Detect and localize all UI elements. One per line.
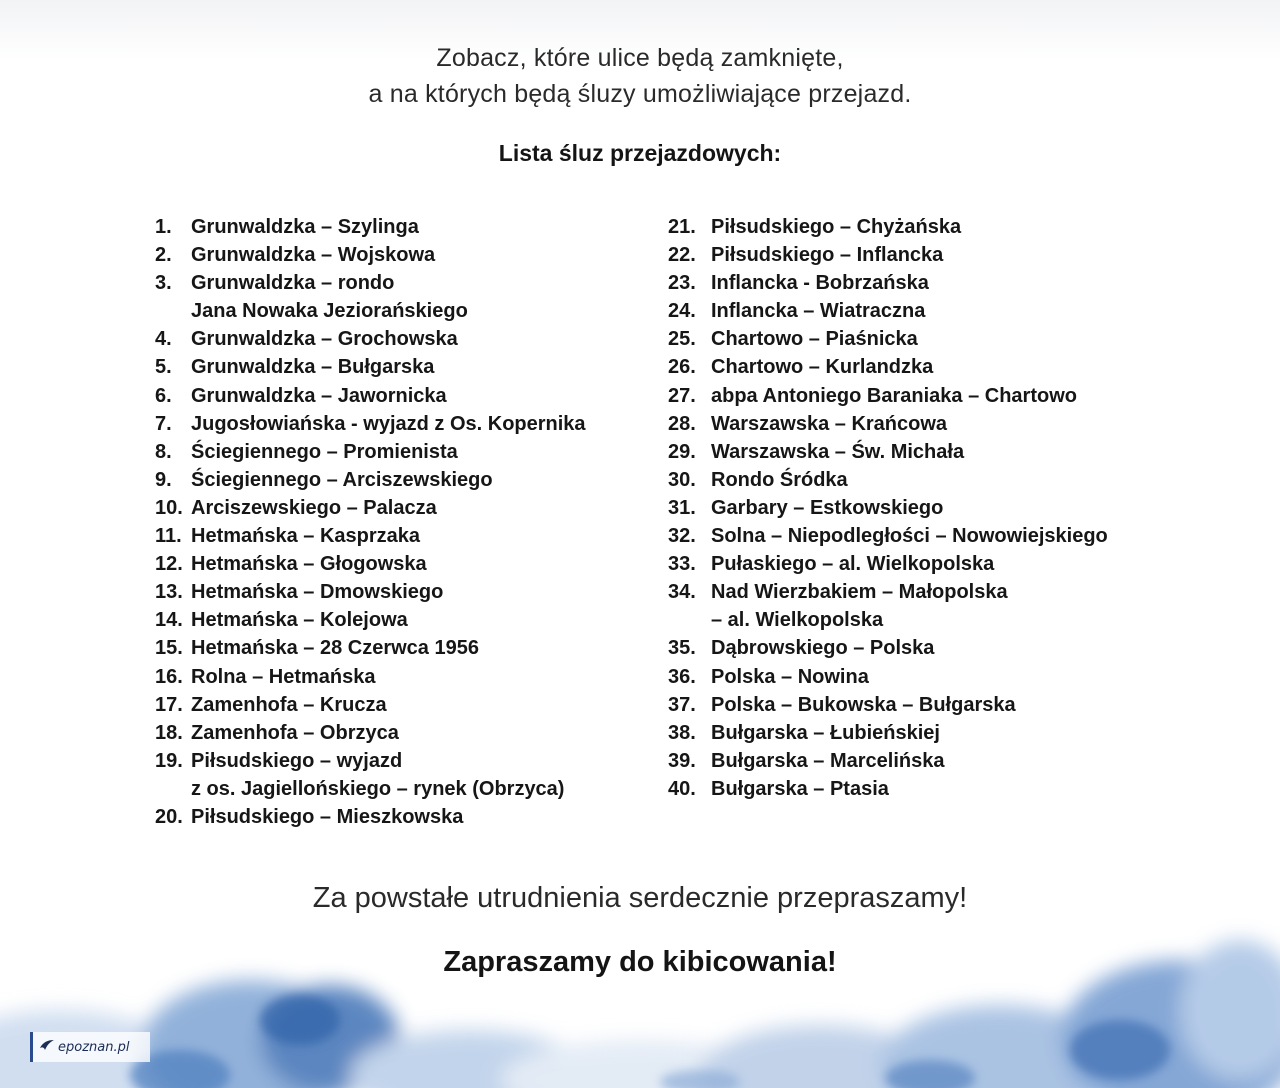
item-number: 27. [668, 384, 696, 407]
item-text [711, 438, 964, 466]
list-item [155, 438, 655, 466]
item-number: 22. [668, 244, 696, 267]
item-text [191, 494, 437, 522]
item-text [191, 325, 458, 353]
list-item [668, 494, 1228, 522]
item-number: 13. [155, 581, 183, 604]
intro-line-2: a na których będą śluzy umożliwiające przejazd. [368, 80, 912, 108]
item-number: 3. [155, 272, 172, 295]
list-item [155, 269, 655, 325]
item-line: Bułgarska – Ptasia [711, 777, 889, 800]
item-text [191, 606, 408, 634]
list-item [155, 522, 655, 550]
item-line: Inflancka – Wiatraczna [711, 300, 926, 323]
item-text [191, 803, 463, 831]
item-number: 17. [155, 693, 183, 716]
item-number: 20. [155, 805, 183, 828]
item-text [711, 382, 1077, 410]
item-line: Hetmańska – Głogowska [191, 553, 427, 576]
item-line: – al. Wielkopolska [711, 609, 884, 632]
item-number: 5. [155, 356, 172, 379]
item-number: 6. [155, 384, 172, 407]
item-text [711, 325, 918, 353]
list-item [668, 410, 1228, 438]
intro-text [0, 40, 1280, 112]
item-number: 23. [668, 272, 696, 295]
list-item [668, 466, 1228, 494]
item-text [191, 719, 399, 747]
item-text [711, 494, 943, 522]
item-text [711, 353, 933, 381]
list-item [668, 550, 1228, 578]
item-text [191, 691, 387, 719]
item-line: Zamenhofa – Krucza [191, 693, 387, 716]
item-line: Warszawska – Św. Michała [711, 440, 965, 463]
item-line: Polska – Nowina [711, 665, 869, 688]
item-text [191, 578, 443, 606]
watermark-logo [30, 1032, 150, 1062]
list-item [668, 241, 1228, 269]
item-number: 25. [668, 328, 696, 351]
item-text [191, 353, 434, 381]
list-title: Lista śluz przejazdowych: [498, 140, 782, 166]
item-number: 33. [668, 553, 696, 576]
item-number: 30. [668, 468, 696, 491]
list-item [668, 578, 1228, 634]
item-text [711, 747, 944, 775]
intro-line-1: Zobacz, które ulice będą zamknięte, [436, 44, 844, 72]
item-line: Piłsudskiego – Chyżańska [711, 216, 962, 238]
epoznan-bird-icon [39, 1038, 55, 1057]
right-column-list [668, 213, 1228, 803]
item-text [711, 775, 889, 803]
item-number: 11. [155, 525, 182, 548]
item-line: Bułgarska – Marcelińska [711, 749, 945, 772]
list-item [668, 663, 1228, 691]
list-item [155, 803, 655, 831]
list-item [155, 634, 655, 662]
item-number: 26. [668, 356, 696, 379]
item-line: Hetmańska – Dmowskiego [191, 581, 444, 604]
item-text [711, 466, 848, 494]
list-item [155, 325, 655, 353]
list-item [155, 747, 655, 803]
list-item [668, 438, 1228, 466]
item-text [711, 550, 994, 578]
list-item [155, 410, 655, 438]
list-item [668, 634, 1228, 662]
list-item [668, 325, 1228, 353]
item-text [711, 719, 940, 747]
list-item [155, 719, 655, 747]
item-line: Warszawska – Krańcowa [711, 412, 948, 435]
list-item [668, 382, 1228, 410]
item-text [191, 410, 586, 438]
list-item [155, 691, 655, 719]
item-number: 9. [155, 468, 172, 491]
item-number: 35. [668, 637, 696, 660]
item-number: 12. [155, 553, 183, 576]
item-number: 2. [155, 244, 172, 267]
item-number: 8. [155, 440, 172, 463]
item-text [191, 382, 447, 410]
list-item [668, 269, 1228, 297]
list-item [155, 494, 655, 522]
item-line: Rondo Śródka [711, 468, 848, 491]
item-text [711, 269, 929, 297]
item-number: 28. [668, 412, 696, 435]
item-line: z os. Jagiellońskiego – rynek (Obrzyca) [191, 777, 565, 800]
item-number: 36. [668, 665, 696, 688]
item-text [191, 241, 435, 269]
list-item [155, 382, 655, 410]
item-number: 7. [155, 412, 172, 435]
left-column-list [155, 213, 655, 831]
item-line: Piłsudskiego – wyjazd [191, 749, 403, 772]
item-number: 39. [668, 749, 696, 772]
item-text [191, 522, 420, 550]
list-item [668, 719, 1228, 747]
item-line: Chartowo – Kurlandzka [711, 356, 934, 379]
item-number: 14. [155, 609, 183, 632]
item-number: 15. [155, 637, 183, 660]
item-number: 19. [155, 749, 183, 772]
item-text [191, 269, 468, 325]
item-line: Zamenhofa – Obrzyca [191, 721, 399, 744]
item-line: abpa Antoniego Baraniaka – Chartowo [711, 384, 1077, 407]
item-number: 21. [668, 216, 696, 238]
item-line: Garbary – Estkowskiego [711, 496, 944, 519]
item-line: Grunwaldzka – Jawornicka [191, 384, 447, 407]
item-number: 38. [668, 721, 696, 744]
cloud-decoration [0, 900, 1280, 1088]
item-number: 10. [155, 496, 183, 519]
item-line: Piłsudskiego – Inflancka [711, 244, 944, 267]
item-text [711, 663, 869, 691]
item-line: Chartowo – Piaśnicka [711, 328, 918, 351]
list-item [155, 550, 655, 578]
item-text [191, 213, 419, 241]
item-text [191, 747, 564, 803]
list-item [155, 578, 655, 606]
item-number: 1. [155, 216, 172, 238]
item-line: Grunwaldzka – Szylinga [191, 216, 419, 238]
invite-text: Zapraszamy do kibicowania! [443, 946, 837, 978]
item-number: 4. [155, 328, 172, 351]
item-text [711, 578, 1008, 634]
item-line: Solna – Niepodległości – Nowowiejskiego [711, 525, 1108, 548]
clouds-graphic [0, 900, 1280, 1088]
list-item [155, 466, 655, 494]
item-number: 16. [155, 665, 183, 688]
item-text [711, 410, 947, 438]
item-number: 24. [668, 300, 696, 323]
item-line: Grunwaldzka – Bułgarska [191, 356, 435, 379]
item-line: Jana Nowaka Jeziorańskiego [191, 300, 468, 323]
item-line: Ściegiennego – Arciszewskiego [191, 468, 493, 491]
item-line: Polska – Bukowska – Bułgarska [711, 693, 1016, 716]
item-number: 34. [668, 581, 696, 604]
item-text [711, 634, 934, 662]
item-line: Hetmańska – 28 Czerwca 1956 [191, 637, 479, 660]
item-line: Inflancka - Bobrzańska [711, 272, 929, 295]
item-text [711, 241, 943, 269]
item-text [191, 663, 376, 691]
item-number: 40. [668, 777, 696, 800]
item-line: Hetmańska – Kolejowa [191, 609, 408, 632]
list-item [668, 297, 1228, 325]
item-line: Piłsudskiego – Mieszkowska [191, 805, 464, 828]
watermark-text: epoznan.pl [58, 1039, 130, 1055]
item-line: Grunwaldzka – rondo [191, 272, 395, 295]
item-line: Bułgarska – Łubieńskiej [711, 721, 940, 744]
list-item [668, 691, 1228, 719]
item-number: 32. [668, 525, 696, 548]
item-text [191, 438, 458, 466]
item-number: 31. [668, 496, 696, 519]
apology-text: Za powstałe utrudnienia serdecznie przepraszamy! [312, 882, 968, 914]
item-text [711, 691, 1016, 719]
item-text [191, 466, 493, 494]
item-text [711, 297, 925, 325]
list-item [155, 353, 655, 381]
item-line: Grunwaldzka – Wojskowa [191, 244, 436, 267]
item-text [191, 634, 479, 662]
item-line: Arciszewskiego – Palacza [191, 496, 437, 519]
item-line: Jugosłowiańska - wyjazd z Os. Kopernika [191, 412, 586, 435]
list-item [668, 775, 1228, 803]
item-line: Grunwaldzka – Grochowska [191, 328, 458, 351]
item-line: Ściegiennego – Promienista [191, 440, 458, 463]
list-item [668, 353, 1228, 381]
list-item [155, 606, 655, 634]
item-text [711, 522, 1108, 550]
item-number: 18. [155, 721, 183, 744]
item-line: Hetmańska – Kasprzaka [191, 525, 421, 548]
item-line: Dąbrowskiego – Polska [711, 637, 935, 660]
list-item [155, 663, 655, 691]
item-line: Nad Wierzbakiem – Małopolska [711, 581, 1008, 604]
list-item [668, 522, 1228, 550]
item-line: Pułaskiego – al. Wielkopolska [711, 553, 995, 576]
list-item [155, 213, 655, 241]
item-text [711, 213, 961, 241]
list-item [668, 747, 1228, 775]
item-number: 29. [668, 440, 696, 463]
list-item [155, 241, 655, 269]
item-text [191, 550, 427, 578]
item-number: 37. [668, 693, 696, 716]
item-line: Rolna – Hetmańska [191, 665, 376, 688]
list-item [668, 213, 1228, 241]
